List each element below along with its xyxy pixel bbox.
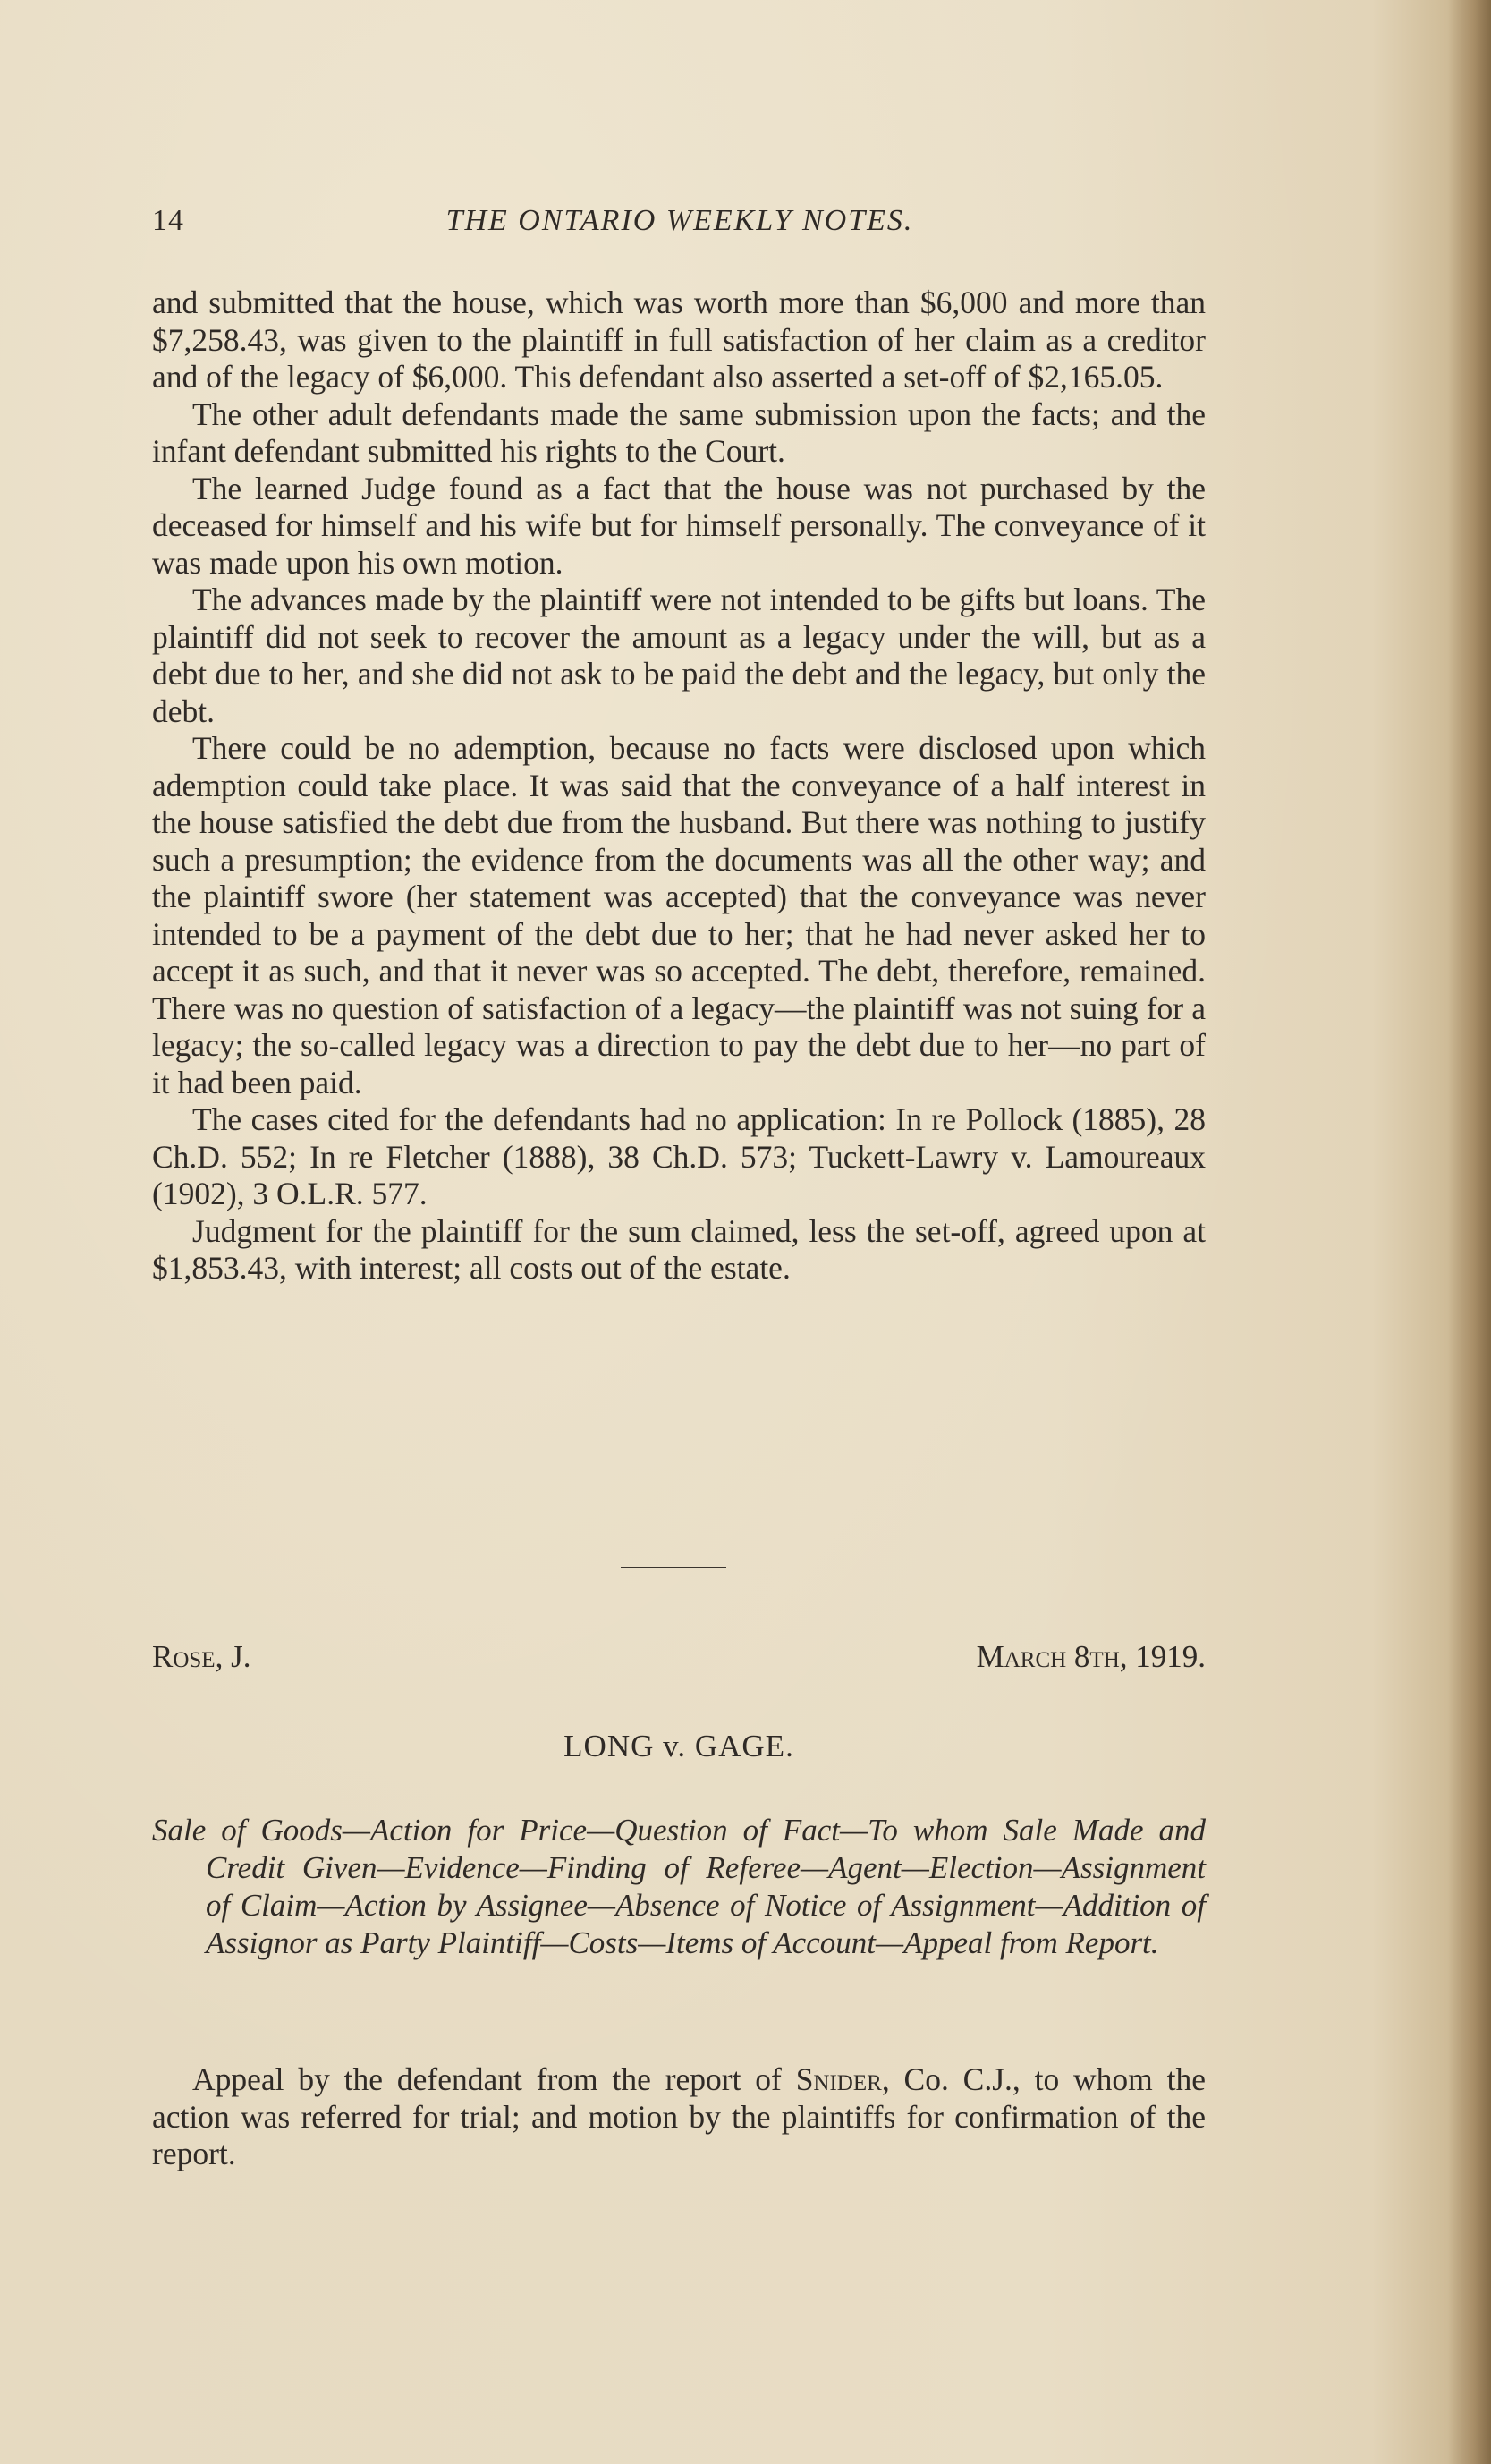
referee-name: Snider bbox=[795, 2061, 882, 2097]
page-number: 14 bbox=[152, 204, 184, 237]
appeal-paragraph bbox=[152, 2061, 1206, 2173]
appeal-text-end: , Co. C.J., to whom the action was referred for trial; and motion by the plaintiffs for confirmation of the report. bbox=[152, 2061, 1206, 2171]
decision-date: March 8th, 1919. bbox=[976, 1639, 1206, 1674]
paragraph: The learned Judge found as a fact that the house was not purchased by the deceased for himself and his wife but for himself personally. The conveyance of it was made upon his own motion. bbox=[152, 470, 1206, 581]
paragraph: and submitted that the house, which was worth more than $6,000 and more than $7,258.43, was given to the plaintiff in full satisfaction of her claim as a creditor and of the legacy of $6,000. This defendant also asserted a set-off of $2,165.05. bbox=[152, 285, 1206, 395]
appeal-text-start: Appeal by the defendant from the report of bbox=[192, 2061, 796, 2097]
page-edge-shadow bbox=[1448, 0, 1491, 2464]
running-title: THE ONTARIO WEEKLY NOTES. bbox=[445, 204, 914, 237]
paragraph: The other adult defendants made the same submission upon the facts; and the infant defendant submitted his rights to the Court. bbox=[152, 395, 1206, 469]
paragraph: The cases cited for the defendants had no application: In re Pollock (1885), 28 Ch.D. 552; In re Fletcher (1888), 38 Ch.D. 573; Tuckett-Lawry v. Lamoureaux (1902), 3 O.L.R. 577. bbox=[152, 1101, 1206, 1211]
judgment-text bbox=[152, 285, 1206, 1287]
section-divider bbox=[621, 1567, 726, 1568]
paragraph: The advances made by the plaintiff were not intended to be gifts but loans. The plaintiff did not seek to recover the amount as a legacy under the will, but as a debt due to her, and she did not ask to be paid the debt and the legacy, but only the debt. bbox=[152, 582, 1206, 729]
paragraph: Judgment for the plaintiff for the sum claimed, less the set-off, agreed upon at $1,853.43, with interest; all costs out of the estate. bbox=[152, 1212, 1206, 1286]
paragraph: There could be no ademption, because no facts were disclosed upon which ademption could take place. It was said that the conveyance of a half interest in the house satisfied the debt due from the husband. But there was nothing to justify such a presumption; the evidence from the documents was all the other way; and the plaintiff swore (her statement was accepted) that the conveyance was never intended to be a payment of the debt due to her; that he had never asked her to accept it as such, and that it never was so accepted. The debt, therefore, remained. There was no question of satisfaction of a legacy—the plaintiff was not suing for a legacy; the so-called legacy was a direction to pay the debt due to her—no part of it had been paid. bbox=[152, 730, 1206, 1100]
judge-name: Rose, J. bbox=[152, 1639, 251, 1674]
headnote: Sale of Goods—Action for Price—Question of Fact—To whom Sale Made and Credit Given—Evidence—Finding of Referee—Agent—Election—Assignment of Claim—Action by Assignee—Absence of Notice of Assignment—Addition of Assignor as Party Plaintiff—Costs—Items of Account—Appeal from Report. bbox=[152, 1813, 1206, 1960]
page-header bbox=[152, 204, 1207, 249]
case-title: LONG v. GAGE. bbox=[563, 1729, 794, 1763]
case-byline bbox=[152, 1639, 1206, 1678]
